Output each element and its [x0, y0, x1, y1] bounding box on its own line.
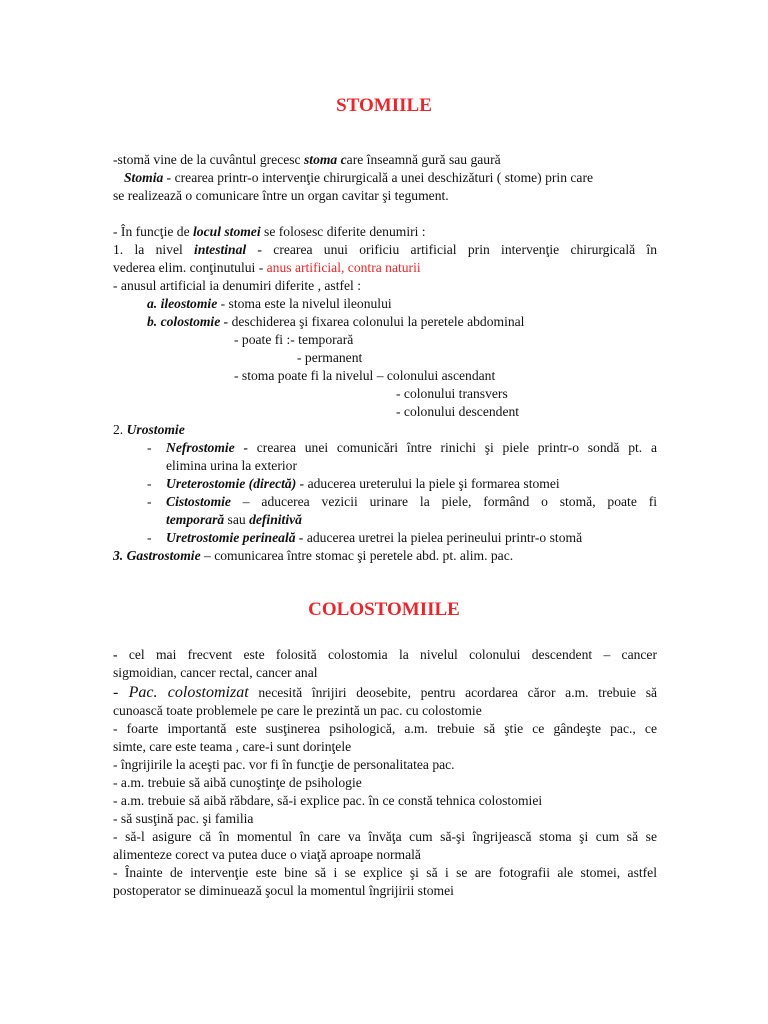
- transvers-line: - colonului transvers: [396, 386, 508, 401]
- red-highlight: anus artificial, contra naturii: [266, 260, 421, 275]
- poate-fi-line: - poate fi :- temporară: [234, 332, 354, 347]
- intro-line-1: -stomă vine de la cuvântul grecesc stoma care înseamnă gură sau gaură: [113, 152, 501, 167]
- colo-line-9: - a.m. trebuie să aibă răbdare, să-i explice pac. în ce constă tehnica colostomiei: [113, 793, 543, 808]
- cistostomie-item: Cistostomie – aducerea vezicii urinare la piele, formând o stomă, poate fi: [166, 494, 657, 509]
- nefrostomie-item: Nefrostomie - crearea unei comunicări între rinichi şi piele printr-o sondă pt. a: [166, 440, 657, 455]
- bullet-dash: -: [147, 494, 152, 509]
- title-stomiile: STOMIILE: [336, 95, 432, 116]
- nefrostomie-cont: elimina urina la exterior: [166, 458, 297, 473]
- title-colostomiile: COLOSTOMIILE: [308, 599, 460, 620]
- intestinal-line-cont: vederea elim. conţinutului - anus artificial, contra naturii: [113, 260, 421, 275]
- colo-line-10: - să susţină pac. şi familia: [113, 811, 254, 826]
- colo-line-4: cunoască toate problemele pe care le prezintă un pac. cu colostomie: [113, 703, 482, 718]
- colo-line-8: - a.m. trebuie să aibă cunoştinţe de psihologie: [113, 775, 362, 790]
- intro-line-2: Stomia - crearea printr-o intervenţie chirurgicală a unei deschizături ( stome) prin care: [124, 170, 594, 185]
- uretrostomie-item: Uretrostomie perineală - aducerea uretrei la pielea perineului printr-o stomă: [166, 530, 583, 545]
- colo-line-3: - Pac. colostomizat necesită înrijiri deosebite, pentru acordarea căror a.m. trebuie să: [113, 684, 658, 701]
- ileostomie-item: a. ileostomie - stoma este la nivelul ileonului: [147, 296, 392, 311]
- colo-line-11: - să-l asigure că în momentul în care va învăţa cum să-şi îngrijească stoma şi cum să se: [113, 829, 657, 844]
- bullet-dash: -: [147, 476, 152, 491]
- permanent-line: - permanent: [297, 350, 363, 365]
- urostomie-heading: 2. Urostomie: [113, 422, 185, 437]
- colo-line-12: alimenteze corect va putea duce o viaţă aproape normală: [113, 847, 421, 862]
- colo-line-14: postoperator se diminuează şocul la momentul îngrijirii stomei: [113, 883, 454, 898]
- intro-line-3: se realizează o comunicare între un organ cavitar şi tegument.: [113, 188, 449, 203]
- descendent-line: - colonului descendent: [396, 404, 520, 419]
- ureterostomie-item: Ureterostomie (directă) - aducerea ureterului la piele şi formarea stomei: [166, 476, 560, 491]
- bullet-dash: -: [147, 440, 152, 455]
- cistostomie-cont: temporară sau definitivă: [166, 512, 302, 527]
- colo-line-6: simte, care este teama , care-i sunt dorinţele: [113, 739, 352, 754]
- colo-line-2: sigmoidian, cancer rectal, cancer anal: [113, 665, 318, 680]
- colo-line-7: - îngrijirile la aceşti pac. vor fi în funcţie de personalitatea pac.: [113, 757, 455, 772]
- colostomie-item: b. colostomie - deschiderea şi fixarea colonului la peretele abdominal: [147, 314, 525, 329]
- section-intro-line: - În funcţie de locul stomei se folosesc diferite denumiri :: [113, 224, 426, 239]
- colo-line-5: - foarte importantă este susţinerea psihologică, a.m. trebuie să ştie ce gândeşte pac., ce: [113, 721, 657, 736]
- colo-line-1: - cel mai frecvent este folosită colostomia la nivelul colonului descendent – cancer: [113, 647, 657, 662]
- bullet-dash: -: [147, 530, 152, 545]
- colo-line-13: - Înainte de intervenţie este bine să i se explice şi să i se are fotografii ale stomei, astfel: [113, 865, 657, 880]
- intestinal-line: 1. la nivel intestinal - crearea unui orificiu artificial prin intervenţie chirurgicală în: [113, 242, 657, 257]
- anus-artificial-line: - anusul artificial ia denumiri diferite , astfel :: [113, 278, 361, 293]
- gastrostomie-item: 3. Gastrostomie – comunicarea între stomac şi peretele abd. pt. alim. pac.: [113, 548, 514, 563]
- nivel-line: - stoma poate fi la nivelul – colonului ascendant: [234, 368, 496, 383]
